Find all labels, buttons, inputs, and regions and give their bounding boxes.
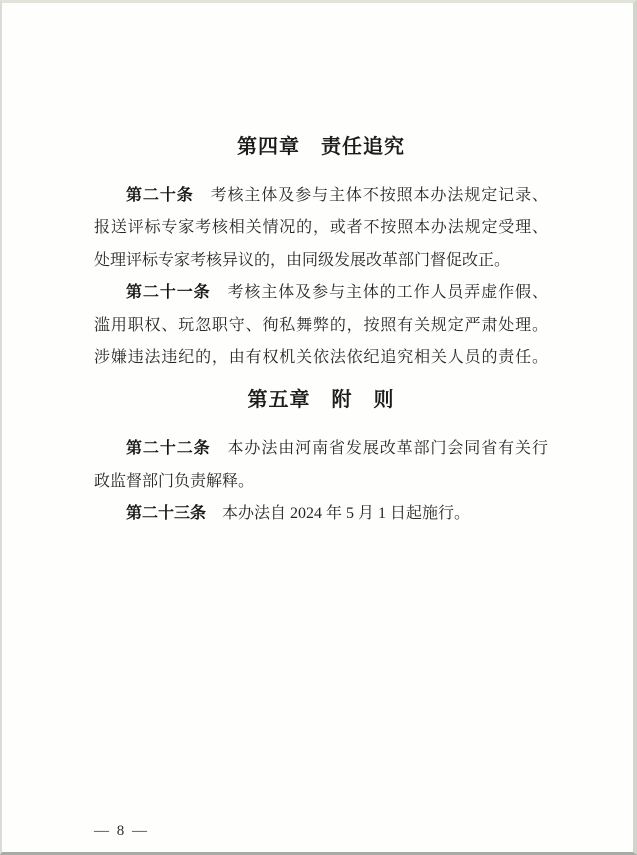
article-23: [94, 498, 548, 530]
article-23-number: 第二十三条: [126, 505, 207, 523]
article-21-number: 第二十一条: [126, 284, 211, 302]
article-22: [94, 433, 548, 498]
article-20-number: 第二十条: [126, 187, 194, 204]
spacer: [94, 416, 548, 433]
article-22-line-1-text: 本办法由河南省发展改革部门会同省有关行: [210, 440, 548, 458]
chapter-4-heading: 第四章 责任追究: [237, 136, 405, 158]
article-20-line-3: [94, 245, 548, 277]
article-21-line-3-text: 涉嫌违法违纪的，由有权机关依法依纪追究相关人员的责任。: [94, 348, 548, 366]
article-20-line-3-text: 处理评标专家考核异议的，由同级发展改革部门督促改正。: [94, 251, 511, 269]
spacer: [94, 163, 548, 180]
article-20: [94, 180, 548, 277]
article-20-line-2-text: 报送评标专家考核相关情况的，或者不按照本办法规定受理、: [94, 219, 548, 237]
article-23-line-1: [94, 498, 548, 530]
article-20-line-1: [94, 180, 548, 212]
article-22-number: 第二十二条: [126, 440, 211, 458]
article-22-line-2: [94, 466, 548, 498]
article-21-line-2: [94, 310, 548, 342]
article-21-line-1-text: 考核主体及参与主体的工作人员弄虚作假、: [210, 284, 548, 302]
chapter-5-heading: 第五章 附 则: [247, 389, 395, 412]
article-20-line-2: [94, 212, 548, 244]
article-22-line-1: [94, 433, 548, 465]
spacer: [94, 374, 548, 384]
article-21: [94, 277, 548, 374]
article-21-line-2-text: 滥用职权、玩忽职守、徇私舞弊的，按照有关规定严肃处理。: [94, 316, 548, 334]
article-20-line-1-text: 考核主体及参与主体不按照本办法规定记录、: [193, 187, 548, 204]
page-number: — 8 —: [94, 823, 149, 839]
article-21-line-1: [94, 277, 548, 309]
document-body: [94, 131, 548, 531]
article-23-line-1-text: 本办法自 2024 年 5 月 1 日起施行。: [206, 505, 471, 523]
article-22-line-2-text: 政监督部门负责解释。: [94, 472, 255, 490]
article-21-line-3: [94, 342, 548, 374]
